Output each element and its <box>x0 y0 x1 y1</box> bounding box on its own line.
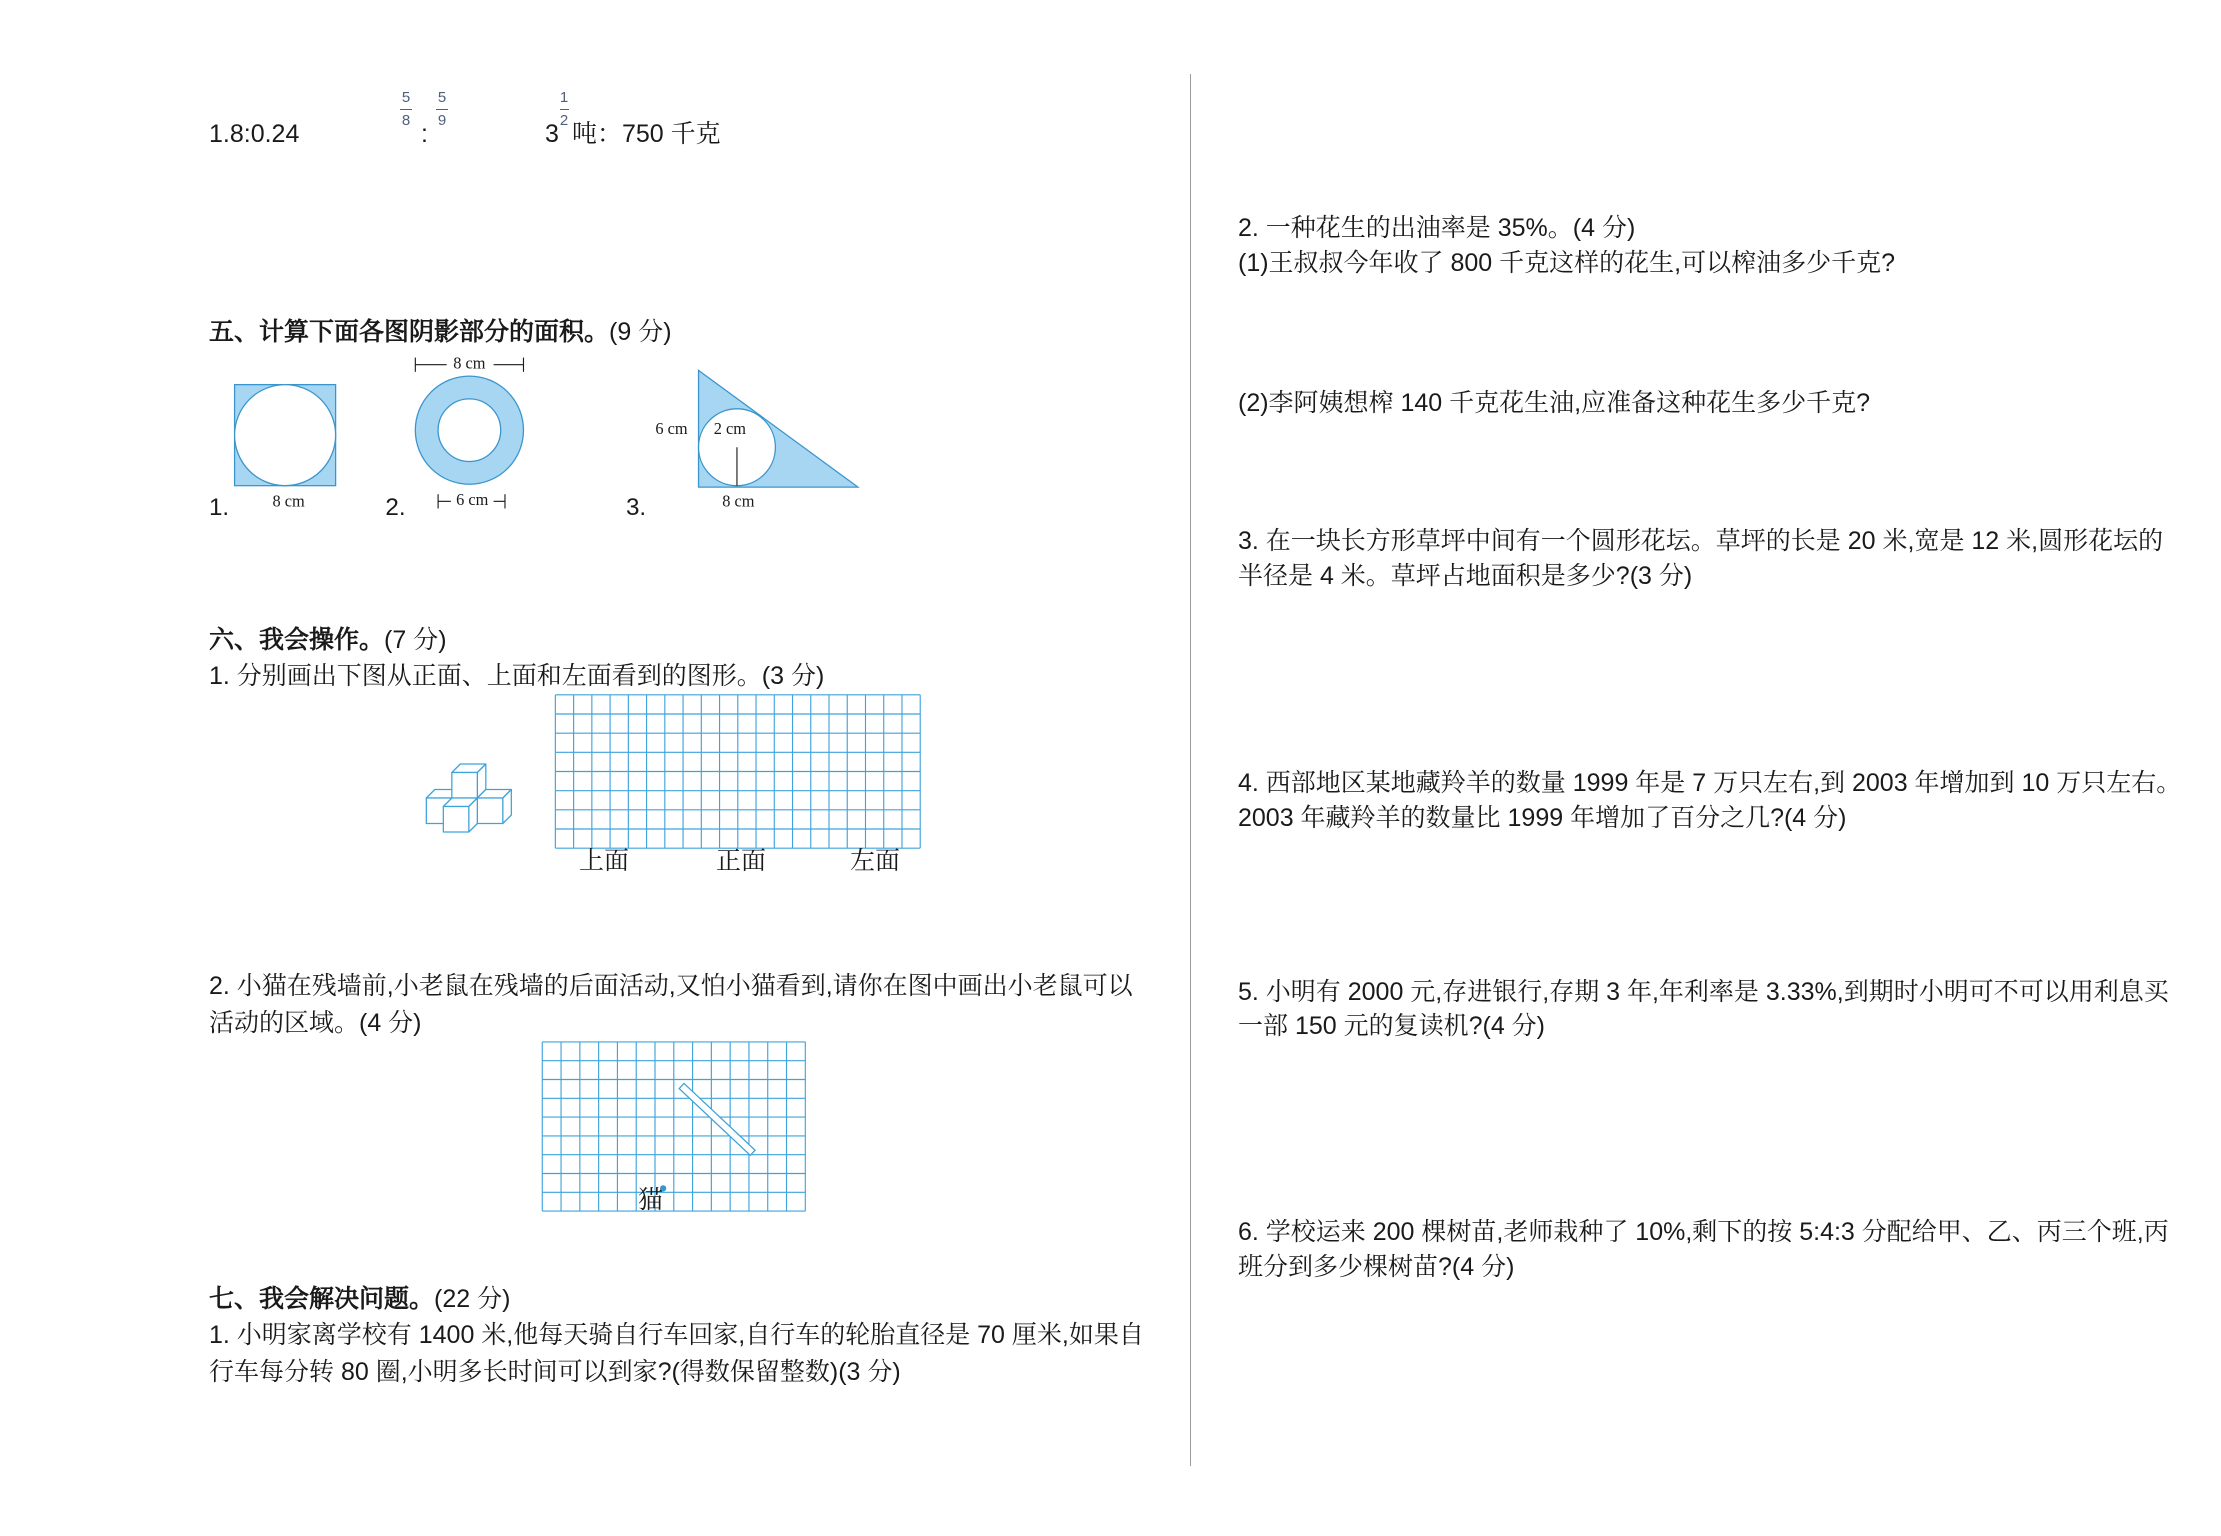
column-divider <box>1190 74 1191 1466</box>
question-7-4-line-1: 4. 西部地区某地藏羚羊的数量 1999 年是 7 万只左右,到 2003 年增加到 10 万只左右。 <box>1238 769 2182 797</box>
view-label-left: 左面 <box>850 847 901 875</box>
figure-2-outer-label: 8 cm <box>453 353 486 373</box>
question-6-2-line-2: 活动的区域。(4 分) <box>209 1009 422 1037</box>
question-6-2-line-1: 2. 小猫在残墙前,小老鼠在残墙的后面活动,又怕小猫看到,请你在图中画出小老鼠可以 <box>209 972 1133 1000</box>
section-title: 六、我会操作。 <box>209 626 385 654</box>
fraction-numerator: 5 <box>437 89 447 106</box>
figure-2-inner-circle <box>438 399 501 462</box>
figure-2 <box>385 353 523 520</box>
question-7-5-line-2: 一部 150 元的复读机?(4 分) <box>1238 1012 1546 1040</box>
figure-2-number: 2. <box>385 493 406 521</box>
question-7-6-line-1: 6. 学校运来 200 棵树苗,老师栽种了 10%,剩下的按 5:4:3 分配给甲、乙、丙三个班,丙 <box>1238 1218 2169 1246</box>
figure-3-radius-label: 2 cm <box>713 418 746 438</box>
figure-3 <box>626 370 858 520</box>
question-6-1-text: 1. 分别画出下图从正面、上面和左面看到的图形。(3 分) <box>209 662 825 690</box>
section-5-heading <box>209 317 672 347</box>
ratio-decimal: 1.8:0.24 <box>209 120 300 148</box>
cube <box>477 790 511 824</box>
wall-grid <box>538 1036 811 1217</box>
section-score: (22 分) <box>434 1285 511 1313</box>
figure-3-number: 3. <box>625 493 647 521</box>
figure-1 <box>209 385 336 521</box>
fraction-bar <box>436 109 448 110</box>
question-7-5-line-1: 5. 小明有 2000 元,存进银行,存期 3 年,年利率是 3.33%,到期时小明可不可以用利息买 <box>1238 978 2169 1006</box>
mixed-number-whole: 3 <box>545 120 559 148</box>
cube-front-face <box>452 773 478 799</box>
fraction-left <box>398 88 414 131</box>
section-title: 七、我会解决问题。 <box>209 1285 435 1313</box>
figure-3-base-label: 8 cm <box>722 491 755 511</box>
broken-wall <box>679 1083 755 1155</box>
question-7-4-line-2: 2003 年藏羚羊的数量比 1999 年增加了百分之几?(4 分) <box>1238 804 1847 832</box>
question-7-1-line-2: 行车每分转 80 圈,小明多长时间可以到家?(得数保留整数)(3 分) <box>209 1358 901 1386</box>
question-7-1-line-1: 1. 小明家离学校有 1400 米,他每天骑自行车回家,自行车的轮胎直径是 70 厘米,如果自 <box>209 1321 1144 1349</box>
fraction-right <box>434 88 450 131</box>
view-drawing-grid <box>552 692 925 851</box>
question-7-2-part-2: (2)李阿姨想榨 140 千克花生油,应准备这种花生多少千克? <box>1238 389 1871 417</box>
fraction-bar <box>400 109 412 110</box>
figure-3-height-label: 6 cm <box>655 418 688 438</box>
fraction-numerator: 5 <box>401 89 411 106</box>
view-label-top: 上面 <box>579 847 630 875</box>
section-score: (7 分) <box>384 626 447 654</box>
cube <box>443 798 477 832</box>
fraction-numerator: 1 <box>559 89 569 106</box>
grid-lines <box>555 695 920 848</box>
cat-label: 猫 <box>638 1186 664 1214</box>
question-7-3-line-2: 半径是 4 米。草坪占地面积是多少?(3 分) <box>1238 562 1693 590</box>
mixed-number-fraction <box>558 88 570 131</box>
grid-lines <box>542 1042 805 1211</box>
section-title: 五、计算下面各图阴影部分的面积。 <box>209 318 610 346</box>
figure-1-side-label: 8 cm <box>272 491 305 511</box>
figure-1-circle <box>235 385 336 486</box>
section-7-heading <box>209 1284 510 1314</box>
fraction-denominator: 8 <box>401 112 411 129</box>
fraction-denominator: 9 <box>437 112 447 129</box>
cube-front-face <box>443 807 469 833</box>
section-5-figures <box>199 349 875 527</box>
figure-2-outer-dimension <box>415 353 523 372</box>
cube-figure <box>415 754 517 842</box>
fraction-bar <box>560 109 569 110</box>
cube <box>452 764 486 798</box>
section-score: (9 分) <box>609 318 672 346</box>
section-6-heading <box>209 625 447 655</box>
cube-front-face <box>477 798 503 824</box>
fraction-denominator: 2 <box>559 112 569 129</box>
figure-1-number: 1. <box>208 493 230 521</box>
figure-2-inner-dimension <box>438 490 505 509</box>
question-7-6-line-2: 班分到多少棵树苗?(4 分) <box>1238 1253 1515 1281</box>
question-7-2-part-1: (1)王叔叔今年收了 800 千克这样的花生,可以榨油多少千克? <box>1238 249 1896 277</box>
ratio-mass: 吨：750 千克 <box>572 120 721 148</box>
question-7-3-line-1: 3. 在一块长方形草坪中间有一个圆形花坛。草坪的长是 20 米,宽是 12 米,圆形花坛的 <box>1238 527 2164 555</box>
view-label-front: 正面 <box>716 847 767 875</box>
question-7-2-title: 2. 一种花生的出油率是 35%。(4 分) <box>1238 214 1636 242</box>
figure-2-inner-label: 6 cm <box>456 490 489 510</box>
ratio-separator: : <box>421 120 428 148</box>
